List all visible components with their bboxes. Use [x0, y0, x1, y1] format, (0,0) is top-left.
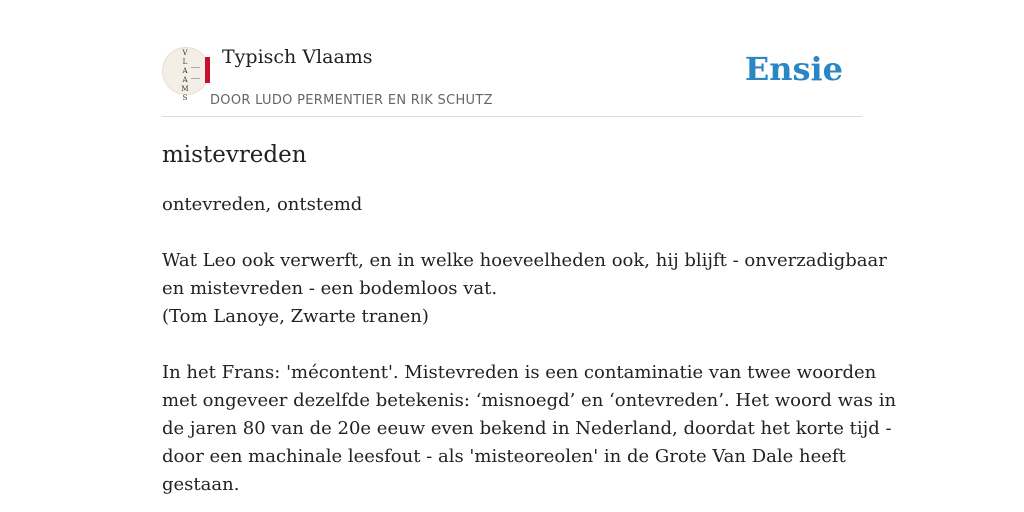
page-header — [162, 44, 862, 117]
cover-letter: L — [182, 58, 188, 66]
entry-example — [162, 247, 887, 331]
cover-letter: A — [182, 76, 188, 84]
cover-letter: V — [182, 49, 188, 57]
example-line: en mistevreden - een bodemloos vat. — [162, 278, 498, 299]
cover-letter: M — [181, 85, 189, 93]
note-line: In het Frans: 'mécontent'. Mistevreden is een contaminatie van twee woorden — [162, 362, 877, 383]
definition-text: ontevreden, ontstemd — [162, 194, 363, 215]
entry-definition — [162, 191, 862, 219]
cover-decoration — [191, 67, 200, 79]
example-source: (Tom Lanoye, Zwarte tranen) — [162, 306, 429, 327]
cover-letter: S — [182, 94, 188, 102]
note-line: door een machinale leesfout - als 'misteoreolen' in de Grote Van Dale heeft — [162, 446, 846, 467]
note-line: met ongeveer dezelfde betekenis: ‘misnoegd’ en ‘ontevreden’. Het woord was in — [162, 390, 897, 411]
entry-note — [162, 359, 897, 499]
example-line: Wat Leo ook verwerft, en in welke hoeveelheden ook, hij blijft - onverzadigbaar — [162, 250, 887, 271]
cover-letter: A — [182, 67, 188, 75]
cover-red-stripe — [205, 57, 210, 83]
ensie-logo-link[interactable]: Ensie — [744, 50, 843, 88]
book-title-link[interactable]: Typisch Vlaams — [222, 46, 373, 68]
note-line: de jaren 80 van de 20e eeuw even bekend in Nederland, doordat het korte tijd - — [162, 418, 892, 439]
entry-content — [162, 138, 897, 499]
entry-headword: mistevreden — [162, 142, 307, 168]
note-line: gestaan. — [162, 474, 240, 495]
cover-letters — [181, 49, 189, 103]
book-cover-image[interactable] — [162, 47, 210, 102]
book-author-line: DOOR LUDO PERMENTIER EN RIK SCHUTZ — [210, 93, 493, 108]
